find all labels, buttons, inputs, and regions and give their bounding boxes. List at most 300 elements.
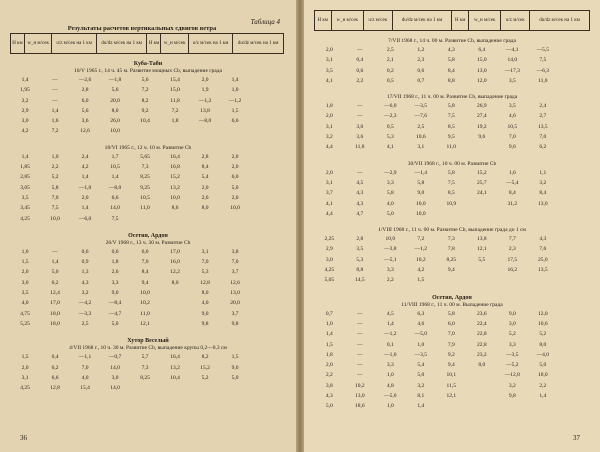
table-cell: 2,4 xyxy=(81,153,89,160)
table-cell xyxy=(436,275,467,285)
table-cell: 5,8 xyxy=(447,310,455,317)
table-cell: —2,9 xyxy=(384,169,397,176)
table-cell: 15,4 xyxy=(170,77,180,83)
table-cell: 3,3 xyxy=(386,267,394,274)
table-cell: 5,3 xyxy=(386,134,394,141)
table-cell: 6,4 xyxy=(478,47,486,53)
table-cell: 1,4 xyxy=(539,393,547,400)
table-cell: 4,5 xyxy=(356,179,364,186)
table-row xyxy=(304,45,600,55)
table-cell: 7,2 xyxy=(141,87,149,94)
table-cell: 5,65 xyxy=(140,153,150,160)
table-cell: 2,0 xyxy=(201,77,209,83)
table-cell: 4,0 xyxy=(386,200,394,207)
table-cell: 6,0 xyxy=(81,97,89,104)
table-cell xyxy=(220,126,250,136)
table-cell xyxy=(160,126,190,136)
table-cell: 3,6 xyxy=(356,134,364,141)
table-cell: 0,5 xyxy=(386,123,394,130)
table-cell xyxy=(467,142,498,152)
table-row xyxy=(0,162,296,172)
table-cell: 2,5 xyxy=(386,47,394,53)
table-cell: 3,6 xyxy=(81,118,89,125)
table-cell xyxy=(497,209,528,219)
table-cell: 15,2 xyxy=(476,169,487,176)
table-cell: 1,4 xyxy=(21,77,29,83)
table-cell: 16,2 xyxy=(507,267,518,274)
table-cell: 2,25 xyxy=(324,236,335,243)
table-cell: 10,0 xyxy=(140,290,150,297)
table-header xyxy=(10,33,284,54)
table-cell: 9,0 xyxy=(111,290,119,297)
table-cell: 2,2 xyxy=(356,77,364,84)
table-cell: 7,0 xyxy=(231,259,239,266)
table-cell xyxy=(467,381,498,391)
table-cell: 11,8 xyxy=(170,97,180,104)
table-cell: 1,95 xyxy=(20,87,30,94)
table-cell: 4,3 xyxy=(356,190,364,197)
table-cell: 12,1 xyxy=(446,393,457,400)
table-cell: 4,8 xyxy=(386,382,394,389)
data-section xyxy=(0,145,296,224)
table-cell: 13,0 xyxy=(476,67,487,74)
table-cell: 1,0 xyxy=(417,341,425,348)
section-subtitle: 10/V 1965 г., 14 ч. 45 м. Развитие мощных Cb, выпадение града xyxy=(74,68,222,74)
table-cell: 20,0 xyxy=(230,300,240,307)
table-cell: 1,2 xyxy=(417,47,425,53)
table-cell: —4,0 xyxy=(536,351,549,358)
table-cell: 0,6 xyxy=(81,248,89,255)
table-cell: 7,8 xyxy=(447,246,455,253)
table-cell: 2,9 xyxy=(325,246,333,253)
table-row xyxy=(0,85,296,95)
table-cell: 3,5 xyxy=(508,103,516,110)
table-cell xyxy=(190,383,220,393)
table-cell: 9,6 xyxy=(508,144,516,151)
table-cell: 5,2 xyxy=(539,331,547,338)
table-row xyxy=(0,352,296,362)
table-row xyxy=(0,288,296,298)
column-header: u/z м/сек на 1 км xyxy=(188,34,233,54)
table-cell: 9,4 xyxy=(447,267,455,274)
data-section xyxy=(304,294,600,412)
table-cell: 8,2 xyxy=(201,354,209,361)
table-cell: 1,4 xyxy=(81,174,89,181)
table-cell xyxy=(467,275,498,285)
table-cell: 5,0 xyxy=(325,403,333,410)
table-cell: 20,0 xyxy=(110,97,120,104)
table-cell: 1,4 xyxy=(386,320,394,327)
table-cell: —4,7 xyxy=(108,310,122,317)
table-cell xyxy=(467,265,498,275)
table-cell: 8,0 xyxy=(111,107,119,114)
table-cell: 8,5 xyxy=(447,123,455,130)
table-cell: 3,8 xyxy=(231,248,239,255)
table-cell: 15,4 xyxy=(80,385,90,392)
table-cell: —8,4 xyxy=(108,300,122,307)
table-cell: — xyxy=(357,320,363,327)
table-cell: 1,5 xyxy=(231,354,239,361)
section-subtitle: 30/VII 1968 г., 10 ч. 00 м. Развитие Cb xyxy=(407,160,497,167)
table-cell: 4,5 xyxy=(386,310,394,317)
table-cell: 2,0 xyxy=(81,194,89,201)
table-cell: 7,5 xyxy=(447,113,455,120)
table-cell: 25,0 xyxy=(537,256,548,263)
table-cell: 3,3 xyxy=(386,362,394,369)
table-cell: 8,4 xyxy=(201,164,209,171)
table-cell: 18,0 xyxy=(50,310,60,317)
column-header: u/z м/сек на 1 км xyxy=(52,34,97,54)
table-cell xyxy=(220,214,250,224)
table-cell: 11,0 xyxy=(538,77,548,84)
column-header: u/z м/сек xyxy=(363,11,392,31)
table-row xyxy=(304,142,600,152)
table-cell: 5,2 xyxy=(51,174,59,181)
table-cell: — xyxy=(357,103,363,110)
table-cell: —3,5 xyxy=(506,351,519,358)
table-cell: 5,0 xyxy=(231,184,239,191)
table-cell: —2,6 xyxy=(78,77,92,83)
table-cell: 1,6 xyxy=(508,169,516,176)
table-cell: —1,0 xyxy=(384,351,397,358)
table-cell: 2,85 xyxy=(20,174,30,181)
table-cell: 7,0 xyxy=(447,331,455,338)
table-cell: 5,3 xyxy=(201,269,209,276)
table-row xyxy=(0,193,296,203)
table-cell: 2,8 xyxy=(356,236,364,243)
column-header: w_н м/сек xyxy=(331,11,363,31)
table-row xyxy=(304,275,600,285)
table-cell: 0,7 xyxy=(325,310,333,317)
table-cell: 5,8 xyxy=(447,57,455,64)
table-row xyxy=(304,265,600,275)
section-subtitle: 7/VII 1968 г., 14 ч. 00 м. Развитие Cb, выпадение града xyxy=(388,38,516,44)
table-cell: 3,5 xyxy=(508,77,516,84)
column-header: Н км xyxy=(11,34,25,54)
table-cell: 6,6 xyxy=(231,118,239,125)
table-cell: —5,1 xyxy=(384,256,397,263)
table-row xyxy=(304,199,600,209)
table-cell: 4,7 xyxy=(356,210,364,217)
table-row xyxy=(304,401,600,411)
table-cell: —5,0 xyxy=(414,331,427,338)
table-cell: 2,6 xyxy=(111,269,119,276)
table-cell: 2,0 xyxy=(231,164,239,171)
table-cell: 17,0 xyxy=(50,300,60,307)
table-cell: 1,5 xyxy=(231,107,239,114)
column-header: du/dz м/сек на 1 км xyxy=(233,34,284,54)
table-cell: 3,1 xyxy=(417,144,425,151)
table-cell: 15,0 xyxy=(170,87,180,94)
table-cell: 9,25 xyxy=(140,184,150,191)
table-cell: 8,0 xyxy=(201,290,209,297)
table-cell: 2,0 xyxy=(21,364,29,371)
section-subtitle: 1/VIII 1968 г., 11 ч. 00 м. Развитие Cb, выпадение града до 1 см xyxy=(378,227,526,234)
data-section xyxy=(0,337,296,393)
table-row xyxy=(304,360,600,370)
table-cell: 10,5 xyxy=(110,164,120,171)
table-cell: 5,7 xyxy=(141,354,149,361)
table-cell: —4,2 xyxy=(78,300,92,307)
table-row xyxy=(304,101,600,111)
table-cell: 7,9 xyxy=(447,341,455,348)
table-cell: 10,0 xyxy=(415,210,426,217)
table-cell: 13,0 xyxy=(354,393,365,400)
table-cell: 5,0 xyxy=(111,320,119,327)
table-cell: 1,4 xyxy=(51,107,59,114)
table-cell: 5,6 xyxy=(111,87,119,94)
table-cell: 16,4 xyxy=(170,354,180,361)
table-cell: 4,25 xyxy=(20,215,30,222)
table-cell: 3,3 xyxy=(111,279,119,286)
table-cell: 2,2 xyxy=(51,164,59,171)
column-header: du/dz м/сек на 1 км xyxy=(392,11,452,31)
table-cell: 3,0 xyxy=(111,374,119,381)
table-cell: 8,0 xyxy=(201,205,209,212)
table-cell: —1,1 xyxy=(78,354,92,361)
table-cell: 14,5 xyxy=(354,277,365,284)
table-cell: 3,1 xyxy=(201,248,209,255)
table-cell: 7,2 xyxy=(171,107,179,114)
table-cell: 4,3 xyxy=(356,200,364,207)
table-cell: 9,2 xyxy=(141,107,149,114)
table-cell: 13,0 xyxy=(537,200,548,207)
table-cell: 13,8 xyxy=(200,107,210,114)
table-cell: 4,1 xyxy=(325,77,333,84)
table-cell: 10,4 xyxy=(140,118,150,125)
table-cell: — xyxy=(357,331,363,338)
table-cell: 22,8 xyxy=(476,341,487,348)
table-cell: 14,0 xyxy=(110,385,120,392)
table-cell: 4,25 xyxy=(324,267,335,274)
table-cell: —5,5 xyxy=(536,47,549,53)
table-cell xyxy=(467,370,498,380)
table-cell xyxy=(528,275,559,285)
table-cell: 3,0 xyxy=(21,118,29,125)
table-cell: 0,6 xyxy=(111,248,119,255)
table-cell: 12,0 xyxy=(537,310,548,317)
table-cell: 5,6 xyxy=(81,107,89,114)
table-row xyxy=(0,126,296,136)
table-cell: —5,0 xyxy=(384,393,397,400)
table-cell: —8,0 xyxy=(198,118,212,125)
table-cell: 1,85 xyxy=(20,164,30,171)
table-cell: 2,0 xyxy=(325,113,333,120)
table-cell: 3,5 xyxy=(21,290,29,297)
table-cell: 2,2 xyxy=(21,97,29,104)
table-cell: 4,3 xyxy=(325,393,333,400)
table-cell: 8,5 xyxy=(447,190,455,197)
table-cell: —3,8 xyxy=(384,246,397,253)
table-cell: — xyxy=(357,372,363,379)
table-cell: 1,0 xyxy=(325,320,333,327)
table-cell: —17,3 xyxy=(504,67,520,74)
table-cell: 1,8 xyxy=(325,103,333,110)
table-cell: 8,1 xyxy=(417,393,425,400)
table-cell: 2,9 xyxy=(21,107,29,114)
table-cell: 8,6 xyxy=(171,205,179,212)
table-cell: 3,5 xyxy=(356,246,364,253)
table-cell: 8,8 xyxy=(356,267,364,274)
table-cell: 2,8 xyxy=(81,87,89,94)
table-cell: 9,5 xyxy=(447,134,455,141)
table-cell: 14,0 xyxy=(110,205,120,212)
table-row xyxy=(0,309,296,319)
table-cell: 14,0 xyxy=(110,364,120,371)
table-cell: 5,0 xyxy=(51,269,59,276)
table-cell: 2,0 xyxy=(231,153,239,160)
table-cell: 0,6 xyxy=(356,67,364,74)
table-cell: 2,2 xyxy=(386,277,394,284)
table-cell: 8,25 xyxy=(140,174,150,181)
table-cell: 1,0 xyxy=(386,403,394,410)
data-section xyxy=(0,232,296,329)
table-cell: —1,2 xyxy=(414,246,427,253)
table-title: Результаты расчетов вертикальных сдвигов ветра xyxy=(67,25,217,32)
table-cell: 7,5 xyxy=(111,215,119,222)
table-cell: — xyxy=(52,87,58,94)
section-subtitle: 11/VIII 1968 г., 11 ч. 00 м. Выпадение града xyxy=(401,301,503,308)
column-header: w_н м/сек xyxy=(468,11,500,31)
table-cell: 0,4 xyxy=(51,354,59,361)
table-cell xyxy=(497,401,528,411)
table-cell: 4,75 xyxy=(20,310,30,317)
table-cell: 5,2 xyxy=(201,374,209,381)
table-cell: 3,8 xyxy=(325,382,333,389)
table-cell: 12,4 xyxy=(50,290,60,297)
table-cell: 10,0 xyxy=(170,194,180,201)
table-cell: 11,8 xyxy=(355,144,365,151)
table-cell: 15,2 xyxy=(200,364,210,371)
table-cell: 3,2 xyxy=(539,179,547,186)
table-cell: 3,2 xyxy=(81,290,89,297)
table-cell: —6,0 xyxy=(78,215,92,222)
table-row xyxy=(304,178,600,188)
page-number: 36 xyxy=(20,434,27,442)
table-cell: 18,0 xyxy=(50,320,60,327)
table-cell: —8,0 xyxy=(108,184,122,191)
table-cell: 18,0 xyxy=(537,372,548,379)
page-number: 37 xyxy=(573,434,580,442)
table-cell: 18,6 xyxy=(354,403,365,410)
table-cell: 27,4 xyxy=(476,113,487,120)
table-cell: —7,6 xyxy=(414,113,427,120)
table-cell: 16,4 xyxy=(170,153,180,160)
table-cell: 4,3 xyxy=(539,236,547,243)
table-cell: 10,0 xyxy=(415,200,426,207)
table-cell xyxy=(160,319,190,329)
table-cell: 6,6 xyxy=(111,194,119,201)
column-header: Н км xyxy=(452,11,469,31)
table-cell: 0,5 xyxy=(386,77,394,84)
table-cell xyxy=(160,288,190,298)
table-cell: 7,5 xyxy=(539,57,547,64)
table-cell: 3,2 xyxy=(417,382,425,389)
data-section xyxy=(304,94,600,152)
table-cell: 10,1 xyxy=(446,372,457,379)
table-cell: 0,4 xyxy=(356,57,364,64)
table-cell: 9,2 xyxy=(447,351,455,358)
table-cell: 7,3 xyxy=(141,364,149,371)
table-row xyxy=(0,172,296,182)
table-row xyxy=(0,319,296,329)
table-row xyxy=(304,66,600,76)
table-cell: 3,45 xyxy=(20,205,30,212)
table-cell: 7,6 xyxy=(539,246,547,253)
table-cell: 5,2 xyxy=(508,331,516,338)
table-cell: 5,4 xyxy=(417,362,425,369)
table-cell: 10,0 xyxy=(385,236,396,243)
table-cell: 24,1 xyxy=(476,190,487,197)
table-row xyxy=(0,75,296,85)
column-header: w_н м/сек xyxy=(24,34,51,54)
table-cell: 0,1 xyxy=(386,341,394,348)
data-section xyxy=(304,38,600,86)
table-cell xyxy=(467,391,498,401)
table-row xyxy=(0,96,296,106)
left-page xyxy=(0,0,296,452)
table-cell: —3,5 xyxy=(414,103,427,110)
table-cell: 2,0 xyxy=(231,194,239,201)
table-cell: —5,2 xyxy=(506,362,519,369)
table-cell: 3,3 xyxy=(508,341,516,348)
table-cell: 8,4 xyxy=(141,269,149,276)
table-cell: 23,2 xyxy=(476,351,487,358)
table-cell: 1,8 xyxy=(325,351,333,358)
table-row xyxy=(0,383,296,393)
table-cell xyxy=(160,309,190,319)
table-cell: 4,3 xyxy=(81,279,89,286)
table-cell xyxy=(467,209,498,219)
column-header: Н км xyxy=(315,11,332,31)
table-cell: 2,7 xyxy=(539,113,547,120)
column-header: Н км xyxy=(147,34,161,54)
table-cell: 6,6 xyxy=(51,374,59,381)
table-cell: 7,0 xyxy=(141,259,149,266)
table-cell: 26,9 xyxy=(476,103,487,110)
table-cell: 5,8 xyxy=(447,103,455,110)
table-cell: — xyxy=(357,310,363,317)
table-cell: 26,0 xyxy=(110,118,120,125)
table-cell: 5,8 xyxy=(447,169,455,176)
table-cell: 8,25 xyxy=(446,256,457,263)
table-cell: 3,7 xyxy=(231,269,239,276)
table-cell: 1,8 xyxy=(111,259,119,266)
table-cell: 2,5 xyxy=(81,320,89,327)
table-cell: —2,3 xyxy=(384,113,397,120)
table-cell: 22,4 xyxy=(476,320,487,327)
table-cell: 12,8 xyxy=(50,385,60,392)
table-cell xyxy=(528,209,559,219)
table-cell: 3,0 xyxy=(21,279,29,286)
table-cell: 0,7 xyxy=(417,77,425,84)
table-cell: 9,8 xyxy=(201,320,209,327)
table-cell: —6,3 xyxy=(536,67,549,74)
table-cell: 25,7 xyxy=(476,179,487,186)
table-row xyxy=(0,278,296,288)
column-header: du/dz м/сек на 1 км xyxy=(530,11,590,31)
table-cell: —0,7 xyxy=(108,354,122,361)
table-cell: 7,2 xyxy=(417,236,425,243)
table-cell: 3,1 xyxy=(325,123,333,130)
table-cell: 7,0 xyxy=(508,134,516,141)
table-cell: 1,5 xyxy=(325,341,333,348)
table-cell: 6,0 xyxy=(231,174,239,181)
table-cell: 13,0 xyxy=(230,290,240,297)
table-cell: 10,9 xyxy=(446,200,457,207)
table-row xyxy=(304,244,600,254)
table-cell: 1,4 xyxy=(21,153,29,160)
